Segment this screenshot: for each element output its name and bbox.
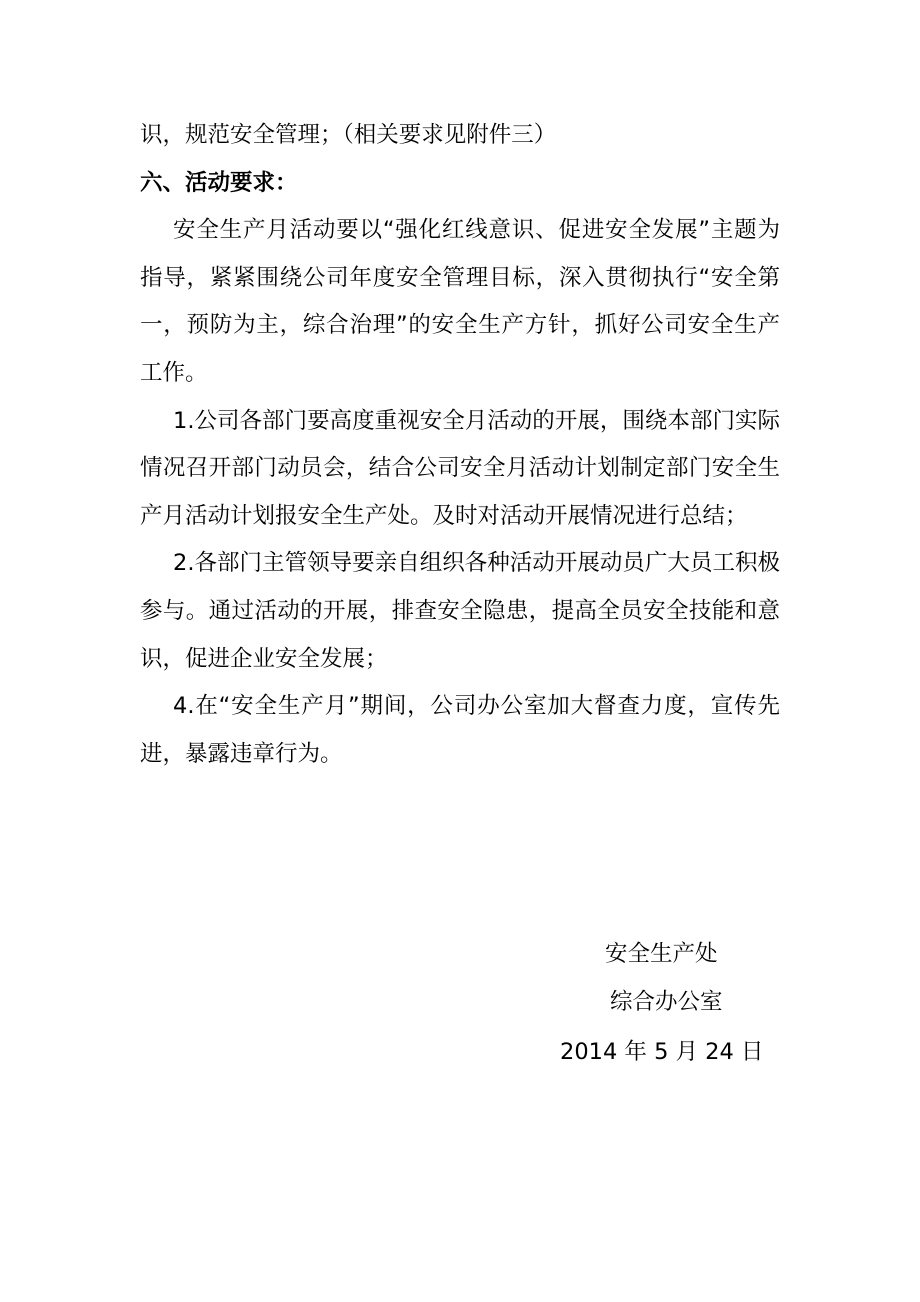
signature-department-1: 安全生产处 bbox=[605, 941, 718, 967]
paragraph-item-2: 2.各部门主管领导要亲自组织各种活动开展动员广大员工积极参与。通过活动的开展，排查安全隐患，提高全员安全技能和意识，促进企业安全发展； bbox=[140, 550, 780, 672]
paragraph-item-1: 1.公司各部门要高度重视安全月活动的开展，围绕本部门实际情况召开部门动员会，结合公司安全月活动计划制定部门安全生产月活动计划报安全生产处。及时对活动开展情况进行总结； bbox=[140, 407, 780, 529]
continued-line: 识，规范安全管理；（相关要求见附件三） bbox=[140, 122, 557, 148]
paragraph-item-4: 4.在“安全生产月”期间，公司办公室加大督查力度，宣传先进，暴露违章行为。 bbox=[140, 693, 780, 767]
document-body bbox=[140, 112, 780, 778]
signature-department-2: 综合办公室 bbox=[610, 989, 723, 1015]
paragraph-intro: 安全生产月活动要以“强化红线意识、促进安全发展”主题为指导，紧紧围绕公司年度安全管理目标，深入贯彻执行“安全第一，预防为主，综合治理”的安全生产方针，抓好公司安全生产工作。 bbox=[140, 217, 780, 386]
signature-date: 2014 年 5 月 24 日 bbox=[560, 1039, 764, 1065]
section-heading: 六、活动要求： bbox=[140, 169, 298, 196]
